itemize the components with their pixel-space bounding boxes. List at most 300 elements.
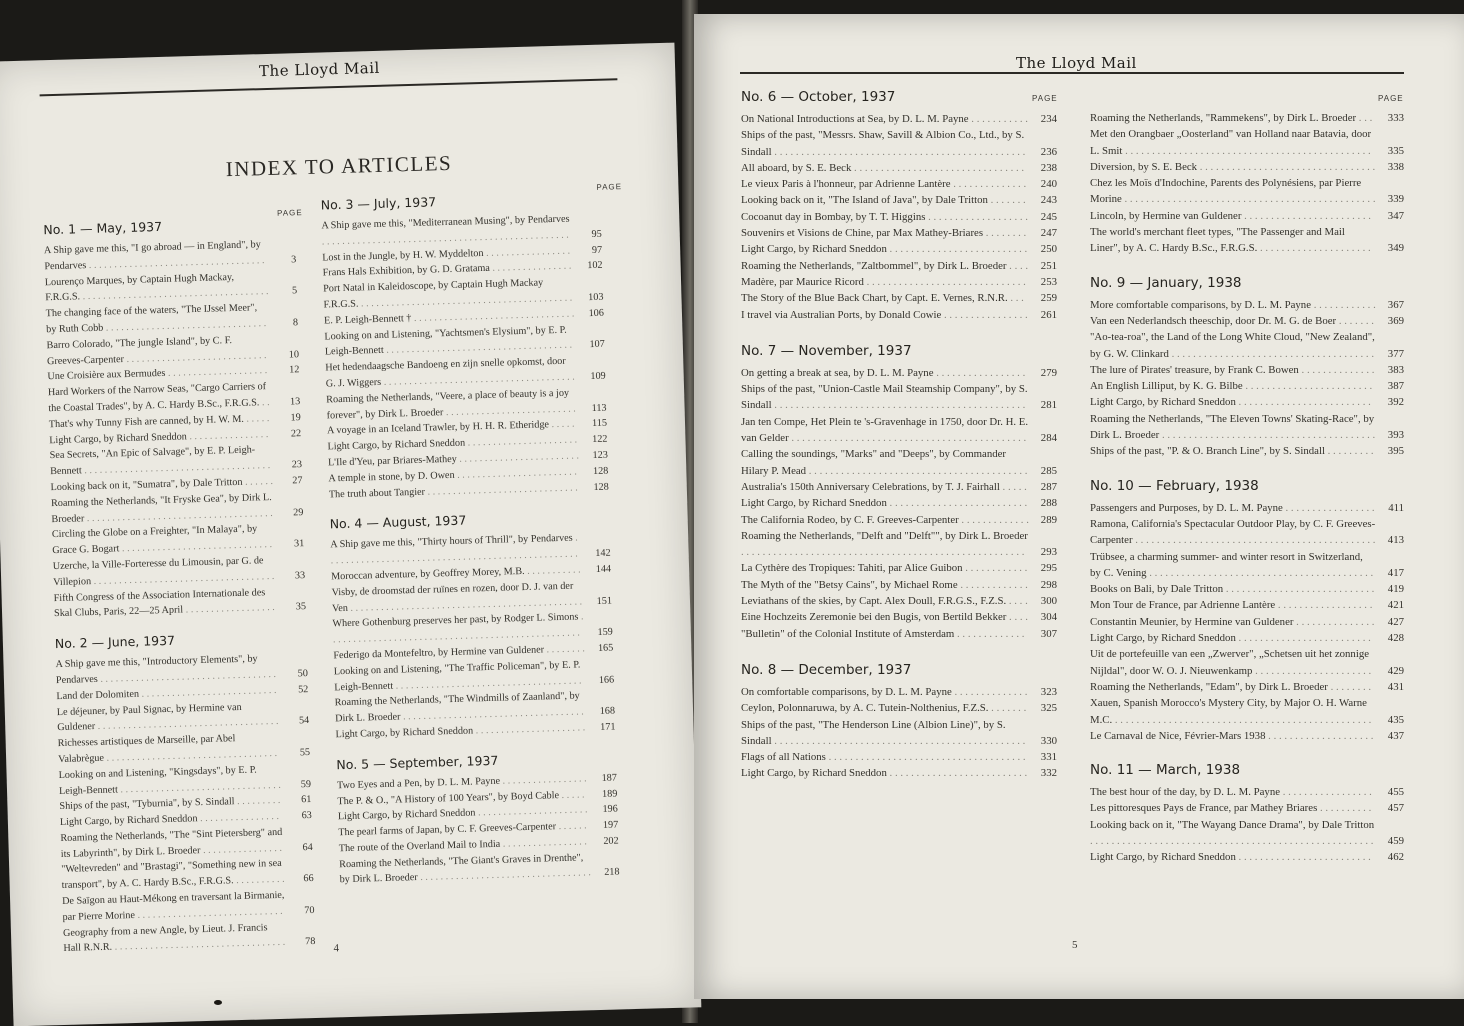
page-number: 142 bbox=[595, 547, 611, 560]
article-title: Richesses artistiques de Marseille, par Abel Valabrègue . . . bbox=[58, 730, 283, 768]
page-number: 113 bbox=[591, 402, 607, 414]
article-title: Van een Nederlandsch theeschip, door Dr. M. G. de Boer . . . bbox=[1090, 313, 1376, 329]
article-title: Land der Dolomiten . . . bbox=[56, 683, 280, 705]
page-number: 107 bbox=[589, 339, 605, 351]
page-number: 293 bbox=[1040, 546, 1057, 559]
page-number: 287 bbox=[1040, 480, 1057, 493]
page-number: 281 bbox=[1040, 399, 1057, 412]
page-number: 78 bbox=[305, 936, 316, 948]
index-entry bbox=[741, 446, 1057, 479]
index-entry bbox=[1090, 175, 1404, 208]
article-title: I travel via Australian Ports, by Donald Cowie . . . bbox=[741, 307, 1029, 323]
page-number: 23 bbox=[291, 459, 303, 471]
index-entry bbox=[741, 414, 1057, 447]
page-number: 168 bbox=[599, 705, 616, 718]
right-page bbox=[694, 14, 1464, 999]
index-entry bbox=[1090, 297, 1404, 313]
article-title: Looking back on it, "Sumatra", by Dale Tritton . . . bbox=[50, 474, 274, 496]
page-number: 151 bbox=[596, 595, 613, 607]
index-entry bbox=[1090, 126, 1404, 159]
article-title: Geography from a new Angle, by Lieut. J. Francis Hall R.N.R. . . . bbox=[63, 919, 288, 957]
page-number: 97 bbox=[591, 244, 603, 256]
page-number: 171 bbox=[600, 721, 616, 733]
page-number: 289 bbox=[1040, 513, 1057, 526]
index-entry bbox=[1090, 378, 1404, 394]
page-number: 115 bbox=[591, 417, 608, 430]
article-title: Moroccan adventure, by Geoffrey Morey, M.B. . . . bbox=[331, 562, 583, 585]
article-title: Ceylon, Polonnaruwa, by A. C. Tutein-Nolthenius, F.Z.S. . . . bbox=[741, 700, 1029, 716]
article-title: Australia's 150th Anniversary Celebrations, by T. J. Fairhall . . . bbox=[741, 479, 1029, 495]
article-title: Souvenirs et Visions de Chine, par Max Mathey-Briares . . . bbox=[741, 225, 1029, 241]
article-title: The P. & O., "A History of 100 Years", by Boyd Cable . . . bbox=[337, 787, 589, 810]
article-title: Ships of the past, "P. & O. Branch Line", by S. Sindall . . . bbox=[1090, 443, 1376, 459]
article-title: Roaming the Netherlands, "Zaltbommel", by Dirk L. Broeder . . . bbox=[741, 258, 1029, 274]
article-title: Port Natal in Kaleidoscope, by Captain Hugh Mackay F.R.G.S. . . . bbox=[323, 275, 576, 314]
index-entry bbox=[1090, 614, 1404, 630]
article-title: Ships of the past, "Tyburnia", by S. Sindall . . . bbox=[59, 793, 283, 815]
index-entry bbox=[1090, 800, 1404, 816]
article-title: Passengers and Purposes, by D. L. M. Payne . . . bbox=[1090, 500, 1376, 516]
article-title: Light Cargo, by Richard Sneddon . . . bbox=[327, 433, 579, 456]
index-entry bbox=[741, 765, 1057, 781]
article-title: Roaming the Netherlands, "Rammekens", by Dirk L. Broeder . . . bbox=[1090, 110, 1376, 126]
article-title: Mon Tour de France, par Adrienne Lantère . . . bbox=[1090, 597, 1376, 613]
index-entry bbox=[1090, 362, 1404, 378]
page-number: 339 bbox=[1387, 193, 1404, 206]
page-column-label: PAGE bbox=[276, 208, 303, 218]
index-entry bbox=[741, 528, 1057, 561]
article-title: De Saïgon au Haut-Mékong en traversant la Birmanie, par Pierre Morine . . . bbox=[62, 888, 287, 926]
page-number: 59 bbox=[300, 778, 312, 790]
page-number: 54 bbox=[298, 715, 310, 727]
page-number: 284 bbox=[1040, 432, 1057, 445]
index-entry bbox=[741, 176, 1057, 192]
index-entry bbox=[741, 160, 1057, 176]
issue-heading: No. 2 — June, 1937 bbox=[54, 632, 176, 652]
issue-heading: No. 11 — March, 1938 bbox=[1090, 762, 1241, 779]
index-entry bbox=[741, 560, 1057, 576]
article-title: Light Cargo, by Richard Sneddon . . . bbox=[335, 720, 587, 743]
issue-section bbox=[1090, 110, 1404, 257]
issue-section bbox=[1090, 275, 1404, 460]
page-number: 165 bbox=[597, 642, 614, 654]
index-entry bbox=[63, 919, 316, 958]
index-entry bbox=[741, 111, 1057, 127]
page-number: 367 bbox=[1387, 298, 1404, 311]
article-title: An English Lilliput, by K. G. Bilbe . . . bbox=[1090, 378, 1376, 394]
index-entry bbox=[741, 241, 1057, 257]
page-number: 259 bbox=[1040, 292, 1057, 305]
left-column-1 bbox=[43, 215, 315, 957]
article-title: Looking back on it, "The Island of Java", by Dale Tritton . . . bbox=[741, 192, 1029, 208]
index-entry bbox=[1090, 630, 1404, 646]
page-number: 300 bbox=[1040, 595, 1057, 608]
page-number: 455 bbox=[1387, 786, 1404, 799]
issue-heading: No. 10 — February, 1938 bbox=[1090, 477, 1259, 494]
page-number-left: 4 bbox=[333, 942, 340, 955]
page-number: 261 bbox=[1040, 308, 1057, 321]
article-title: Looking on and Listening, "The Traffic Policeman", by E. P. Leigh-Bennett . . . bbox=[334, 657, 587, 696]
article-title: On National Introductions at Sea, by D. L. M. Payne . . . bbox=[741, 111, 1029, 127]
issue-heading: No. 3 — July, 1937 bbox=[320, 194, 437, 213]
index-entry bbox=[741, 609, 1057, 625]
article-title: Federigo da Montefeltro, by Hermine van Guldener . . . bbox=[333, 641, 585, 664]
article-title: The lure of Pirates' treasure, by Frank C. Bowen . . . bbox=[1090, 362, 1376, 378]
page-number: 349 bbox=[1387, 242, 1404, 255]
article-title: Het hedendaagsche Bandoeng en zijn snelle opkomst, door G. J. Wiggers . . . bbox=[325, 354, 578, 393]
article-title: Light Cargo, by Richard Sneddon . . . bbox=[741, 765, 1029, 781]
page-column-label: PAGE bbox=[596, 182, 623, 192]
page-number: 197 bbox=[602, 819, 619, 831]
page-number: 123 bbox=[592, 449, 609, 461]
page-number: 437 bbox=[1387, 729, 1404, 742]
page-number: 128 bbox=[592, 465, 609, 477]
article-title: Lost in the Jungle, by H. W. Myddelton . . . bbox=[322, 243, 574, 266]
issue-section bbox=[336, 749, 620, 888]
article-title: La Cythère des Tropiques: Tahiti, par Alice Guibon . . . bbox=[741, 560, 1029, 576]
index-entry bbox=[741, 365, 1057, 381]
index-entry bbox=[741, 258, 1057, 274]
article-title: Roaming the Netherlands, "The Giant's Graves in Drenthe", by Dirk L. Broeder . . . bbox=[339, 850, 592, 889]
index-entry bbox=[741, 700, 1057, 716]
index-entry bbox=[339, 849, 620, 888]
article-title: Hard Workers of the Narrow Seas, "Cargo Carriers of the Coastal Trades", by A. C. Hardy B.Sc., F.R.G.S. . . . bbox=[48, 379, 273, 417]
article-title: Ships of the past, "The Henderson Line (Albion Line)", by S. Sindall . . . bbox=[741, 717, 1029, 750]
article-title: Looking back on it, "The Wayang Dance Drama", by Dale Tritton . . . bbox=[1090, 817, 1376, 850]
article-title: The best hour of the day, by D. L. M. Payne . . . bbox=[1090, 784, 1376, 800]
issue-heading: No. 6 — October, 1937 bbox=[741, 89, 896, 105]
article-title: Light Cargo, by Richard Sneddon . . . bbox=[741, 241, 1029, 257]
page-number: 332 bbox=[1040, 767, 1057, 780]
article-title: Ships of the past, "Union-Castle Mail Steamship Company", by S. Sindall . . . bbox=[741, 381, 1029, 414]
page-column-label: PAGE bbox=[1378, 94, 1404, 103]
index-entry bbox=[741, 626, 1057, 642]
index-entry bbox=[1090, 224, 1404, 257]
index-entry bbox=[741, 192, 1057, 208]
article-title: Light Cargo, by Richard Sneddon . . . bbox=[49, 427, 273, 449]
article-title: Uzerche, la Ville-Forteresse du Limousin, par G. de Villepion . . . bbox=[53, 553, 278, 591]
article-title: The changing face of the waters, "The IJssel Meer", by Ruth Cobb . . . bbox=[46, 300, 271, 338]
issue-heading: No. 5 — September, 1937 bbox=[336, 752, 499, 773]
left-page bbox=[0, 43, 701, 1026]
index-entry bbox=[1090, 394, 1404, 410]
masthead-rule-right bbox=[740, 72, 1404, 74]
article-title: "Weltevreden" and "Brastagi", "Something new in sea transport", by A. C. Hardy B.Sc., F.R.G.S. . . . bbox=[61, 856, 286, 894]
index-entry bbox=[1090, 500, 1404, 516]
page-number: 10 bbox=[288, 348, 300, 361]
article-title: Les pittoresques Pays de France, par Mathey Briares . . . bbox=[1090, 800, 1376, 816]
page-number: 122 bbox=[592, 433, 608, 446]
article-title: Light Cargo, by Richard Sneddon . . . bbox=[741, 495, 1029, 511]
index-entry bbox=[741, 684, 1057, 700]
page-number: 247 bbox=[1040, 227, 1057, 240]
article-title: Roaming the Netherlands, "Delft and "Delft"", by Dirk L. Broeder . . . bbox=[741, 528, 1029, 561]
page-number: 102 bbox=[587, 260, 603, 272]
article-title: "Bulletin" of the Colonial Institute of Amsterdam . . . bbox=[741, 626, 1029, 642]
page-number: 462 bbox=[1387, 851, 1404, 864]
article-title: Light Cargo, by Richard Sneddon . . . bbox=[60, 809, 284, 831]
index-entry bbox=[1090, 849, 1404, 865]
page-number: 234 bbox=[1040, 113, 1057, 125]
issue-heading: No. 4 — August, 1937 bbox=[329, 512, 467, 532]
article-title: Jan ten Compe, Het Plein te 's-Gravenhage in 1750, door Dr. H. E. van Gelder . . . bbox=[741, 414, 1029, 447]
masthead-rule-left bbox=[40, 78, 618, 96]
page-number: 429 bbox=[1387, 664, 1404, 677]
page-number: 435 bbox=[1387, 713, 1404, 726]
index-entry bbox=[741, 225, 1057, 241]
issue-section bbox=[43, 215, 306, 622]
article-title: Barro Colorado, "The jungle Island", by C. F. Greeves-Carpenter . . . bbox=[46, 332, 271, 370]
article-title: Une Croisière aux Bermudes . . . bbox=[47, 363, 271, 385]
page-number: 22 bbox=[290, 427, 302, 440]
page-number: 55 bbox=[299, 746, 311, 759]
page-number: 12 bbox=[289, 364, 300, 376]
article-title: Frans Hals Exhibition, by G. D. Gratama . . . bbox=[322, 259, 574, 282]
page-number: 187 bbox=[601, 772, 618, 784]
masthead-right: The Lloyd Mail bbox=[1016, 54, 1137, 72]
article-title: Ramona, California's Spectacular Outdoor Play, by C. F. Greeves-Carpenter . . . bbox=[1090, 516, 1376, 549]
index-entry bbox=[1090, 516, 1404, 549]
page-number: 13 bbox=[289, 396, 301, 408]
page-number: 288 bbox=[1040, 497, 1057, 510]
article-title: A Ship gave me this, "Introductory Elements", by Pendarves . . . bbox=[55, 651, 280, 689]
index-entry bbox=[1090, 110, 1404, 126]
article-title: Uit de portefeuille van een „Zwerver", „Schetsen uit het zonnige Nijldal", door W. O. J. Nieuwenkamp . . . bbox=[1090, 646, 1376, 679]
article-title: Looking on and Listening, "Yachtsmen's Elysium", by E. P. Leigh-Bennett . . . bbox=[324, 322, 577, 361]
article-title: Roaming the Netherlands, "The Eleven Towns' Skating-Race", by Dirk L. Broeder . . . bbox=[1090, 411, 1376, 444]
left-column-2 bbox=[321, 190, 620, 889]
index-entry bbox=[741, 749, 1057, 765]
index-entry bbox=[741, 381, 1057, 414]
page-number: 421 bbox=[1387, 599, 1404, 612]
page-number: 395 bbox=[1387, 445, 1404, 458]
article-title: Eine Hochzeits Zeremonie bei den Bugis, von Bertild Bekker . . . bbox=[741, 609, 1029, 625]
article-title: Lincoln, by Hermine van Guldener . . . bbox=[1090, 208, 1376, 224]
issue-section bbox=[55, 629, 316, 957]
page-number: 393 bbox=[1387, 429, 1404, 442]
page-number: 323 bbox=[1040, 685, 1057, 698]
article-title: Lourenço Marques, by Captain Hugh Mackay, F.R.G.S. . . . bbox=[45, 269, 270, 307]
index-entry bbox=[1090, 313, 1404, 329]
page-number: 19 bbox=[290, 411, 301, 424]
page-number: 166 bbox=[598, 674, 615, 686]
article-title: Looking on and Listening, "Kingsdays", by E. P. Leigh-Bennett . . . bbox=[58, 762, 283, 800]
article-title: Calling the soundings, "Marks" and "Deeps", by Commander Hilary P. Mead . . . bbox=[741, 446, 1029, 479]
article-title: The California Rodeo, by C. F. Greeves-Carpenter . . . bbox=[741, 512, 1029, 528]
issue-section bbox=[741, 662, 1057, 782]
page-number: 245 bbox=[1040, 210, 1057, 223]
index-entry bbox=[1090, 695, 1404, 728]
article-title: Light Cargo, by Richard Sneddon . . . bbox=[338, 803, 590, 826]
issue-section bbox=[1090, 762, 1404, 865]
article-title: On getting a break at sea, by D. L. M. Payne . . . bbox=[741, 365, 1029, 381]
article-title: Light Cargo, by Richard Sneddon . . . bbox=[1090, 394, 1376, 410]
page-number: 189 bbox=[601, 787, 618, 800]
article-title: More comfortable comparisons, by D. L. M. Payne . . . bbox=[1090, 297, 1376, 313]
page-number: 330 bbox=[1040, 734, 1057, 747]
page-number: 298 bbox=[1040, 578, 1057, 591]
article-title: L'Ile d'Yeu, par Briares-Mathey . . . bbox=[328, 448, 580, 471]
article-title: The Myth of the "Betsy Cains", by Michael Rome . . . bbox=[741, 577, 1029, 593]
page-number: 70 bbox=[304, 904, 315, 917]
issue-heading: No. 8 — December, 1937 bbox=[741, 661, 912, 678]
article-title: All aboard, by S. E. Beck . . . bbox=[741, 160, 1029, 176]
index-entry bbox=[53, 584, 306, 623]
article-title: A Ship gave me this, "Mediterranean Musing", by Pendarves . . . bbox=[321, 211, 574, 250]
article-title: Le Carnaval de Nice, Février-Mars 1938 . . . bbox=[1090, 728, 1376, 744]
index-entry bbox=[741, 593, 1057, 609]
article-title: Roaming the Netherlands, "The "Sint Pietersberg" and its Labyrinth", by Dirk L. Broeder . . . bbox=[60, 825, 285, 863]
page-number: 202 bbox=[603, 835, 619, 847]
issue-heading: No. 7 — November, 1937 bbox=[741, 342, 912, 359]
article-title: The pearl farms of Japan, by C. F. Greeves-Carpenter . . . bbox=[338, 818, 590, 841]
page-number: 377 bbox=[1387, 347, 1404, 360]
article-title: Roaming the Netherlands, "Veere, a place of beauty is a joy forever", by Dirk L. Broeder . . . bbox=[326, 385, 579, 424]
article-title: The truth about Tangier . . . bbox=[329, 480, 581, 503]
page-number: 218 bbox=[604, 866, 620, 879]
page-column-label: PAGE bbox=[1032, 94, 1058, 103]
issue-section bbox=[741, 343, 1057, 642]
article-title: Circling the Globe on a Freighter, "In Malaya", by Grace G. Bogart . . . bbox=[52, 521, 277, 559]
index-entry bbox=[741, 495, 1057, 511]
index-entry bbox=[1090, 646, 1404, 679]
page-number: 8 bbox=[292, 317, 299, 329]
right-column-2 bbox=[1090, 110, 1404, 866]
index-title: INDEX TO ARTICLES bbox=[225, 150, 453, 182]
page-number: 347 bbox=[1387, 209, 1404, 222]
page-number: 325 bbox=[1040, 702, 1057, 715]
article-title: E. P. Leigh-Bennett † . . . bbox=[324, 306, 576, 329]
page-number: 243 bbox=[1040, 194, 1057, 207]
page-number: 411 bbox=[1388, 501, 1404, 514]
index-entry bbox=[741, 209, 1057, 225]
index-entry bbox=[1090, 817, 1404, 850]
page-number: 240 bbox=[1040, 178, 1057, 191]
page-number: 63 bbox=[301, 810, 312, 822]
article-title: The Story of the Blue Back Chart, by Capt. E. Vernes, R.N.R. . . . bbox=[741, 290, 1029, 306]
page-number: 383 bbox=[1387, 363, 1404, 376]
page-number: 66 bbox=[303, 873, 314, 885]
page-number: 159 bbox=[597, 626, 613, 639]
index-entry bbox=[741, 512, 1057, 528]
page-number: 95 bbox=[591, 228, 602, 240]
page-number: 29 bbox=[293, 506, 304, 518]
page-number: 417 bbox=[1387, 566, 1404, 579]
issue-heading: No. 9 — January, 1938 bbox=[1090, 274, 1242, 291]
page-number: 35 bbox=[295, 601, 307, 613]
page-number: 279 bbox=[1040, 366, 1057, 379]
page-number: 457 bbox=[1387, 802, 1404, 815]
article-title: Le déjeuner, by Paul Signac, by Hermine van Guldener . . . bbox=[57, 698, 282, 736]
masthead-left: The Lloyd Mail bbox=[258, 58, 381, 81]
issue-heading: No. 1 — May, 1937 bbox=[43, 218, 163, 238]
article-title: Madère, par Maurice Ricord . . . bbox=[741, 274, 1029, 290]
page-number: 52 bbox=[297, 683, 309, 696]
right-column-1 bbox=[741, 89, 1057, 782]
article-title: A temple in stone, by D. Owen . . . bbox=[328, 464, 580, 487]
page-number: 304 bbox=[1040, 611, 1057, 624]
article-title: Sea Secrets, "An Epic of Salvage", by E. P. Leigh-Bennett . . . bbox=[49, 442, 274, 480]
index-entry bbox=[741, 479, 1057, 495]
article-title: Chez les Moïs d'Indochine, Parents des Polynésiens, par Pierre Morine . . . bbox=[1090, 175, 1376, 208]
page-number: 3 bbox=[291, 254, 297, 266]
article-title: Flags of all Nations . . . bbox=[741, 749, 1029, 765]
article-title: A voyage in an Iceland Trawler, by H. H. R. Etheridge . . . bbox=[327, 417, 579, 440]
article-title: Two Eyes and a Pen, by D. L. M. Payne . . . bbox=[337, 771, 589, 794]
page-number: 103 bbox=[588, 291, 604, 304]
page-number-right: 5 bbox=[1072, 939, 1078, 951]
article-title: Cocoanut day in Bombay, by T. T. Higgins . . . bbox=[741, 209, 1029, 225]
page-number: 109 bbox=[590, 370, 606, 383]
article-title: Le vieux Paris à l'honneur, par Adrienne Lantère . . . bbox=[741, 176, 1029, 192]
page-number: 419 bbox=[1387, 583, 1404, 596]
page-number: 27 bbox=[292, 475, 303, 487]
page-number: 251 bbox=[1040, 259, 1057, 272]
page-number: 459 bbox=[1387, 834, 1404, 847]
page-number: 333 bbox=[1387, 112, 1404, 124]
index-entry bbox=[1090, 549, 1404, 582]
article-title: On comfortable comparisons, by D. L. M. Payne . . . bbox=[741, 684, 1029, 700]
page-blemish bbox=[214, 1000, 222, 1005]
article-title: Roaming the Netherlands, "The Windmills of Zaanland", by Dirk L. Broeder . . . bbox=[334, 689, 587, 728]
page-number: 250 bbox=[1040, 243, 1057, 256]
page-number: 392 bbox=[1387, 396, 1404, 409]
article-title: Roaming the Netherlands, "It Fryske Gea", by Dirk L. Broeder . . . bbox=[51, 490, 276, 528]
issue-section bbox=[741, 89, 1057, 323]
index-entry bbox=[741, 274, 1057, 290]
article-title: Trübsee, a charming summer- and winter resort in Switzerland, by C. Vening . . . bbox=[1090, 549, 1376, 582]
page-number: 428 bbox=[1387, 632, 1404, 645]
index-entry bbox=[1090, 597, 1404, 613]
article-title: Books on Bali, by Dale Tritton . . . bbox=[1090, 581, 1376, 597]
article-title: Met den Orangbaer „Oosterland" van Holland naar Batavia, door L. Smit . . . bbox=[1090, 126, 1376, 159]
page-number: 50 bbox=[297, 667, 309, 680]
page-number: 61 bbox=[301, 794, 312, 806]
article-title: Where Gothenburg preserves her past, by Rodger L. Simons . . . bbox=[332, 610, 585, 649]
page-number: 236 bbox=[1040, 145, 1057, 158]
index-entry bbox=[1090, 728, 1404, 744]
article-title: Fifth Congress of the Association Internationale des Skal Clubs, Paris, 22—25 April . . . bbox=[53, 584, 278, 622]
article-title: Diversion, by S. E. Beck . . . bbox=[1090, 159, 1376, 175]
article-title: Xauen, Spanish Morocco's Mystery City, by Major O. H. Warne M.C. . . . bbox=[1090, 695, 1376, 728]
article-title: Leviathans of the skies, by Capt. Alex Doull, F.R.G.S., F.Z.S. . . . bbox=[741, 593, 1029, 609]
page-number: 387 bbox=[1387, 380, 1404, 393]
issue-section bbox=[321, 190, 609, 503]
index-entry bbox=[1090, 329, 1404, 362]
page-number: 106 bbox=[588, 307, 605, 319]
article-title: Roaming the Netherlands, "Edam", by Dirk L. Broeder . . . bbox=[1090, 679, 1376, 695]
index-entry bbox=[741, 127, 1057, 160]
page-number: 144 bbox=[595, 563, 612, 575]
index-entry bbox=[1090, 581, 1404, 597]
index-entry bbox=[1090, 208, 1404, 224]
page-number: 238 bbox=[1040, 161, 1057, 174]
index-entry bbox=[741, 290, 1057, 306]
index-entry bbox=[1090, 784, 1404, 800]
page-number: 285 bbox=[1040, 464, 1057, 477]
page-number: 331 bbox=[1040, 751, 1057, 764]
page-number: 128 bbox=[593, 481, 609, 493]
article-title: Light Cargo, by Richard Sneddon . . . bbox=[1090, 849, 1376, 865]
page-number: 253 bbox=[1040, 275, 1057, 288]
page-number: 5 bbox=[291, 285, 298, 297]
page-number: 64 bbox=[302, 841, 313, 853]
page-number: 427 bbox=[1387, 615, 1404, 628]
index-entry bbox=[1090, 443, 1404, 459]
page-number: 369 bbox=[1387, 314, 1404, 327]
index-entry bbox=[741, 717, 1057, 750]
page-number: 413 bbox=[1387, 534, 1404, 547]
